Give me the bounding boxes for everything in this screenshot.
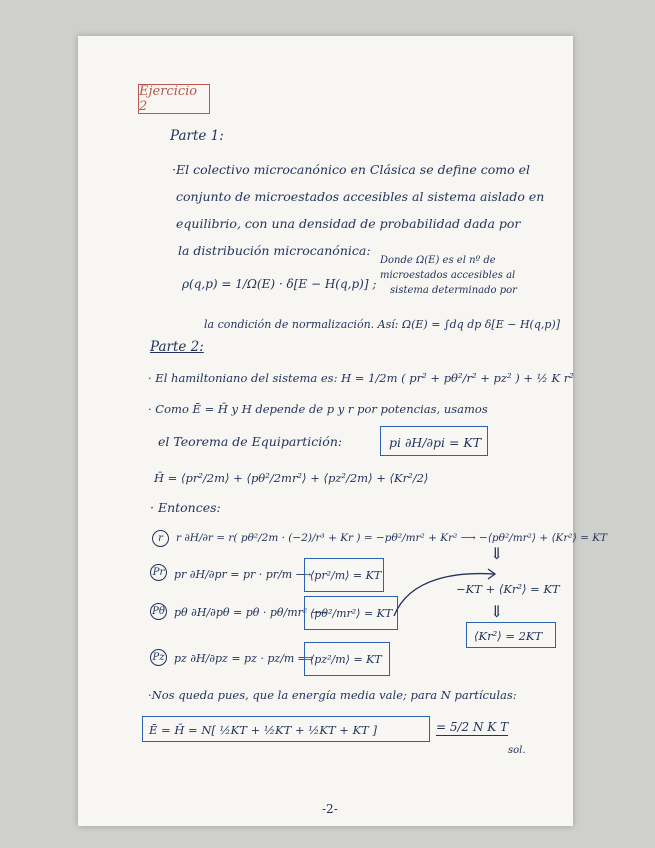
mark-r-label: r xyxy=(158,533,163,544)
final-box xyxy=(142,716,430,742)
entonces-label: · Entonces: xyxy=(150,500,221,515)
normalization-line: la condición de normalización. Así: Ω(E) = ∫dq dp δ[E − H(q,p)] xyxy=(204,318,560,331)
mark-r xyxy=(152,530,169,547)
conclusion-line: ·Nos queda pues, que la energía media vale; para N partículas: xyxy=(148,688,517,702)
part1-line-3: equilibrio, con una densidad de probabilidad dada por xyxy=(176,216,521,231)
mark-pz xyxy=(150,649,167,666)
ptheta-box xyxy=(304,596,398,630)
item-pz-expr: pz ∂H/∂pz = pz · pz/m ⟹ xyxy=(174,652,314,665)
derivation-arrow-1: ⇓ xyxy=(490,544,504,563)
note-line-1: Donde Ω(E) es el nº de xyxy=(380,255,496,266)
exercise-title: Ejercicio 2 xyxy=(139,84,198,114)
signature: sol. xyxy=(508,745,526,756)
h-average: H̄ = ⟨pr²/2m⟩ + ⟨pθ²/2mr²⟩ + ⟨pz²/2m⟩ + ⟨Kr²/2⟩ xyxy=(154,471,429,485)
ptheta-boxed: ⟨pθ²/mr²⟩ = KT xyxy=(310,607,393,620)
mark-ptheta-label: Pθ xyxy=(152,606,165,617)
note-line-3: sistema determinado por xyxy=(390,285,517,296)
exercise-title-box xyxy=(138,84,210,114)
item-r-expr: r ∂H/∂r = r( pθ²/2m · (−2)/r³ + Kr ) = −pθ²/mr² + Kr² ⟶ −⟨pθ²/mr²⟩ + ⟨Kr²⟩ = KT xyxy=(176,532,608,544)
mark-ptheta xyxy=(150,603,167,620)
pr-box xyxy=(304,558,384,592)
note-line-2: microestados accesibles al xyxy=(380,270,516,281)
pz-box xyxy=(304,642,390,676)
part1-heading: Parte 1: xyxy=(170,128,224,144)
kr2-boxed: ⟨Kr²⟩ = 2KT xyxy=(474,629,543,643)
final-expr: Ē = H̄ = N[ ½KT + ½KT + ½KT + KT ] xyxy=(149,723,377,737)
derivation-arrow-2: ⇓ xyxy=(490,602,504,621)
mark-pz-label: Pz xyxy=(152,652,165,663)
pr-boxed: ⟨pr²/m⟩ = KT xyxy=(310,569,382,582)
como-line: · Como Ē = H̄ y H depende de p y r por potencias, usamos xyxy=(148,402,488,416)
theorem-formula: pi ∂H/∂pi = KT xyxy=(389,435,482,450)
hamiltonian-line: · El hamiltoniano del sistema es: H = 1/2m ( pr² + pθ²/r² + pz² ) + ½ K r² xyxy=(148,371,574,385)
item-pr-expr: pr ∂H/∂pr = pr · pr/m ⟶ xyxy=(174,568,312,581)
rho-formula: ρ(q,p) = 1/Ω(E) · δ[E − H(q,p)] ; xyxy=(182,277,377,291)
mark-pr-label: Pr xyxy=(152,567,165,578)
part1-line-2: conjunto de microestados accesibles al sistema aislado en xyxy=(176,189,545,204)
derivation-line: −KT + ⟨Kr²⟩ = KT xyxy=(456,582,560,596)
link-arrow xyxy=(390,566,500,626)
mark-pr xyxy=(150,564,167,581)
pz-boxed: ⟨pz²/m⟩ = KT xyxy=(310,653,382,666)
item-ptheta-expr: pθ ∂H/∂pθ = pθ · pθ/mr² ⟶ xyxy=(174,606,327,619)
final-result: = 5/2 N K T xyxy=(436,720,509,734)
theorem-line: el Teorema de Equipartición: xyxy=(158,434,343,449)
part1-line-4: la distribución microcanónica: xyxy=(178,243,371,258)
page xyxy=(78,36,608,826)
page-number: -2- xyxy=(322,802,338,816)
theorem-box xyxy=(380,426,488,456)
part2-heading: Parte 2: xyxy=(150,339,204,355)
kr2-box xyxy=(466,622,556,648)
part1-line-1: ·El colectivo microcanónico en Clásica se define como el xyxy=(172,162,530,177)
